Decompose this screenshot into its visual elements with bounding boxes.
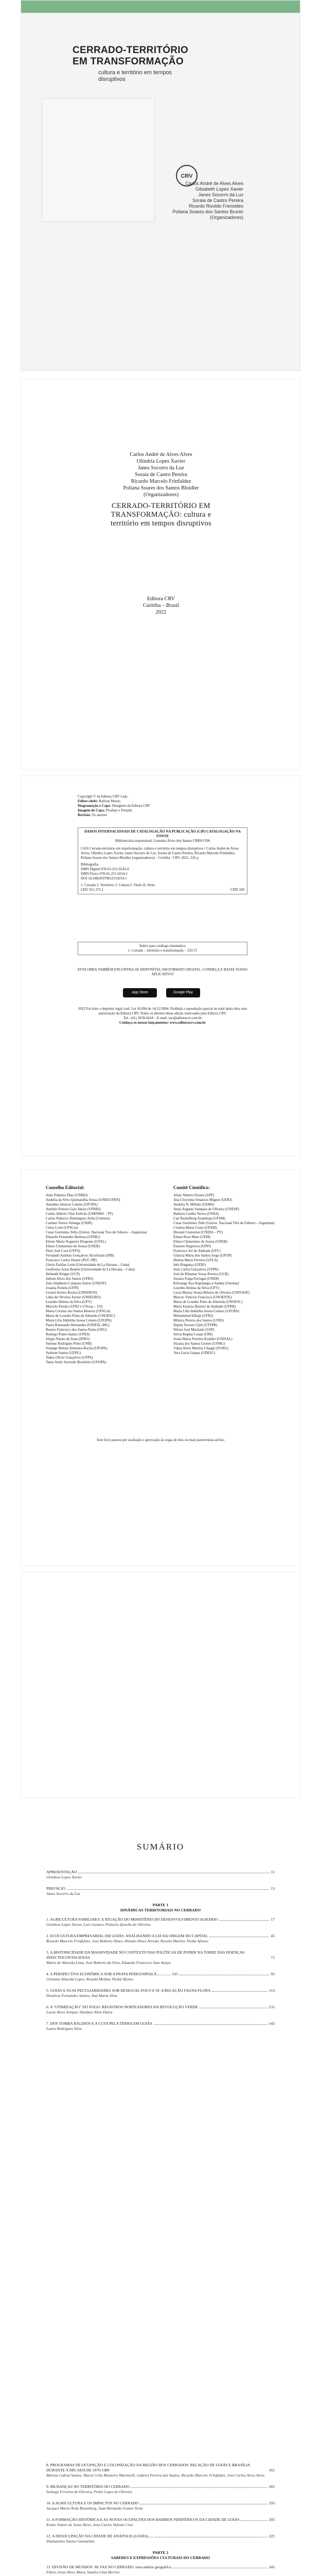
legal-notice: 2022 Foi feito o depósito legal conf. Lei 10.994 de 14/12/2004. Proibida a reprodução parcial ou total desta obra sem autorização da Editora CRV. Todos os direitos desta edição reservados pela Editora CRV. Tel.: (41) 3039-6418 – E-mail: sac@editoracrv.com.br Conheça os nossos lançamentos: www.editoracrv.com.br <box>78 1007 247 1025</box>
council-member: Anna Augusta Sampaio de Oliveira (UNESP) <box>173 1207 239 1211</box>
app-promo: ESTA OBRA TAMBÉM ENCONTRA-SE DISPONÍVEL EM FORMATO DIGITAL. CONHEÇA E BAIXE NOSSO APLICATIVO! <box>78 968 247 976</box>
toc-page-number: 45 <box>271 1934 275 1938</box>
toc-entry-line <box>46 1870 275 1875</box>
council-member: Simone Rodrigues Pinto (UNB) <box>46 1342 92 1346</box>
cip-box: DADOS INTERNACIONAIS DE CATALOGAÇÃO NA PUBLICAÇÃO (CIP) CATALOGAÇÃO NA FONTE Bibliotecária responsável: Luzenira Alves dos Santos CRB9/1506 C416 Cerrado-território em transformação: cultura e território em tempos disruptivos / Carlos André de Alves Alves, Olindria Lopes Xavier, Janes Socorro da Luz, Soraia de Castro Pereira, Ricardo Marcelo Frinfaldez, Poliana Soares dos Santos Bloidler (organizadores) – Curitiba : CRV, 2022. 326 p. Bibliografia ISBN Digital 978-65-251-0242-0 ISBN Físico 978-65-251-0254-1 DOI 10.24824/978652510254.1 1. Cerrado 2. Território 3. Cultura I. Título II. Série. CDU 911.375.1 CDD 330 <box>78 827 247 894</box>
council-member: José de Ribamar Sousa Pereira (UCB) <box>173 1272 229 1276</box>
toc-entry-line <box>46 1934 275 1939</box>
toc-page-number: 13 <box>271 1886 275 1891</box>
council-member: Elizeu Clementino de Souza (UNEB) <box>46 1244 100 1248</box>
book-cover <box>21 0 300 371</box>
council-member: Cati Reckelberg Azambuja (UFSM) <box>173 1216 225 1221</box>
council-member: Vera Lucia Gaspar (UDESC) <box>173 1351 216 1355</box>
toc-entry-line <box>46 2517 275 2522</box>
council-member: Helmuth Krüger (UCP) <box>46 1272 80 1276</box>
toc-page-number: 205 <box>269 2517 275 2522</box>
toc-entry-line <box>46 1917 275 1922</box>
council-member: Lourdes Helena da Silva (UFV) <box>46 1300 92 1304</box>
council-member: Élsio José Corá (UFFS) <box>46 1249 80 1253</box>
toc-entry-title: 11. A FORMAÇÃO HISTÓRICA E AS NOVAS OCUPAÇÕES DOS BAIRROS PERIFÉRICOS DA CIDADE DE GOIÁS <box>46 2517 240 2522</box>
toc-entry-author: Diamantino Santos Guimarães <box>46 2539 95 2544</box>
toc-entry[interactable] <box>46 2501 275 2511</box>
title-page <box>21 379 300 770</box>
toc-page-number: 17 <box>271 1917 275 1922</box>
toc-entry-title: 4. A PERSPECTIVA ECONÔMICA SOB A PRATA PERIGOSPIALÁ............... GO <box>46 1972 178 1976</box>
toc-entry-line <box>46 2463 275 2473</box>
council-member: Gloria Fariñas León (Universidade de La Havana – Cuba) <box>46 1263 130 1267</box>
council-member: Silvia Regina Canan (URI) <box>173 1332 213 1336</box>
cover-green-bar <box>21 1 300 13</box>
toc-page-number: 143 <box>269 2021 275 2026</box>
council-page <box>21 1170 300 1566</box>
council-member: Leonel Severo Rocha (UNISINOS) <box>46 1291 97 1295</box>
council-member: Solange Helena Ximenes-Rocha (UFOPA) <box>46 1346 108 1350</box>
council-member: Maria de Lourdes Pinto de Almeida (UNOESC) <box>173 1300 243 1304</box>
cover-image-frame <box>42 98 155 222</box>
council-member: Jailson Alves dos Santos (UFRJ) <box>46 1277 93 1281</box>
council-member: Antônio Pereira Gaio Júnior (UFRRJ) <box>46 1207 101 1211</box>
toc-entry[interactable] <box>46 2565 275 2575</box>
toc-part-heading: PARTE 1 DINÂMICAS TERRITORIAIS NO CERRADO <box>120 1903 201 1912</box>
title-page-authors: Carlos André de Alves Alves Olindria Lopes Xavier Janes Socorro da Luz Soraia de Castro Pereira Ricardo Marcelo Frinfaldez Poliana Soares dos Santos Bloidler (Organizadores) <box>123 452 199 498</box>
toc-entry[interactable] <box>46 2534 275 2544</box>
council-member: Tania Suely Azevedo Brasileiro (UFOPA) <box>46 1360 106 1364</box>
toc-dot-leader <box>154 2024 268 2025</box>
council-member: Maria Eurácia Barreto de Andrade (UFRB) <box>173 1304 236 1309</box>
toc-entry-author: Ricardo Marcelo Frinfaldez, José Roberto Hines, Hinnan Hines Arruda, Rossini Martins Thobá Afonso <box>46 1939 208 1943</box>
blank-page <box>21 1571 300 1798</box>
toc-page-number: 93 <box>271 1972 275 1976</box>
toc-entry-title: PREFÁCIO <box>46 1886 65 1891</box>
council-member: Rodrigo Pratte-Santos (UFES) <box>46 1332 90 1336</box>
toc-entry-title: 2. ECOCULTURA EMPRESARIAL EM GOIÁS: ANÁLISANDO A LEI DA ORIGEM DO CAPITAL <box>46 1934 208 1938</box>
toc-list-2 <box>46 2463 275 2576</box>
toc-entry-title: 3. A HISTORICIDADE DA MASSIVIDADE NO CONTEXTO DAS POLÍTICAS DE PODER NA TORRE DAS DOENÇAS INFECTOCONTAGIOSAS <box>46 1950 245 1960</box>
toc-dot-leader <box>67 1889 270 1890</box>
council-member: Maria Cristina dos Santos Bezerra (UFSCar) <box>46 1309 111 1313</box>
toc-page-number: 193 <box>269 2501 275 2505</box>
toc-entry-author: Solange Ferreira de Oliveira, Pedro Lopes de Oliveira <box>46 2489 132 2494</box>
toc-entry-line <box>46 1886 275 1891</box>
council-member: Carlos Alberto Vilar Estêvão (UMINHO – PT) <box>46 1212 113 1216</box>
toc-entry-author: Gleidson Lopes Xavier <box>46 1875 82 1879</box>
council-member: Josania Portela (UFPI) <box>46 1286 79 1290</box>
toc-entry-author: Gisleane Almeida Lopes, Ronald Medina Thobá Afonso <box>46 1977 134 1981</box>
toc-entry-line <box>46 1972 275 1977</box>
council-member: Carmen Tereza Velanga (UNIR) <box>46 1221 93 1225</box>
council-member: Maria de Lourdes Pinto de Almeida (UNOESC) <box>46 1314 115 1318</box>
index-box: Índice para catálogo sistemático 1. Cerrado – território e transformação – 333.72 <box>78 942 247 955</box>
title-page-publisher: Editora CRV Curitiba – Brasil 2022 <box>143 596 179 615</box>
toc-entry-title: 9. MUDANÇAS NO TERRITÓRIO DO CERRADO <box>46 2484 130 2489</box>
council-member: Cristina Maria Costa (UFAM) <box>173 1226 217 1230</box>
toc-dot-leader <box>131 2487 268 2488</box>
summary-page-1 <box>21 1816 300 2434</box>
council-member: Marcos Vinicius Francisco (UNOESTE) <box>173 1295 232 1299</box>
council-member: Fauston Negreiros (UFPI) <box>173 1244 211 1248</box>
toc-entry-line <box>46 2534 275 2539</box>
toc-entry-line <box>46 1988 275 1993</box>
council-member: Francisco Ari de Andrade (UFC) <box>173 1249 221 1253</box>
council-member: Maria Lília Imbiriba Sousa Colares (UFOPA) <box>46 1318 112 1323</box>
council-member: Cesar Gerónimo Tello (Univer. Nacional Três de Febrero – Argentina) <box>173 1221 275 1225</box>
toc-entry[interactable] <box>46 2021 275 2031</box>
toc-page-number: 113 <box>269 1988 275 1993</box>
toc-page-number: 11 <box>271 1870 275 1874</box>
toc-entry-line <box>46 2005 275 2010</box>
title-page-title: CERRADO-TERRITÓRIO EM TRANSFORMAÇÃO: cultura e território em tempos disruptivos <box>110 502 212 528</box>
council-member: Tadeu Oliver Gonçalves (UFPA) <box>46 1355 93 1360</box>
summary-page-2 <box>21 2442 300 2576</box>
peer-review-note: Este livro passou por avaliação e aprovação às cegas de dois ou mais pareceristas ad hoc. <box>97 1438 225 1442</box>
toc-entry-author: Janes Socorro da Luz <box>46 1891 80 1896</box>
toc-entry[interactable] <box>46 2484 275 2495</box>
toc-entry-author: Denilson Fernandes Santos, Ana Maria Silva <box>46 1993 117 1998</box>
council-member: Jussara Fraga Portugal (UNEB) <box>173 1277 219 1281</box>
council-member: Suzana dos Santos Gomes (UFMG) <box>173 1342 225 1346</box>
toc-entry-title: APRESENTAÇÃO <box>46 1870 77 1874</box>
cover-title: CERRADO-TERRITÓRIO EM TRANSFORMAÇÃO <box>73 45 188 67</box>
toc-entry-title: 13. DIVISÃO DE MUNDOS: SE FAZ NO CERRADO: uma análise geográfica <box>46 2565 172 2569</box>
council-member: Aldo Pinheiro Dias (UFRRJ) <box>46 1193 88 1197</box>
council-member: Marcelo Paixão (UFRJ e UTexas – US) <box>46 1304 103 1309</box>
council-member: Maria Lília Imbiriba Sousa Colares (UFOPA) <box>173 1309 239 1313</box>
cover-subtitle: cultura e território em tempos disruptivos <box>98 70 172 82</box>
toc-entry[interactable] <box>46 1988 275 1998</box>
toc-entry[interactable] <box>46 2517 275 2528</box>
council-member: Sérgio Nunes de Jesus (IFRO) <box>46 1337 90 1341</box>
council-member: Jean Carlos Gonçalves (UFPR) <box>173 1267 219 1272</box>
toc-entry[interactable] <box>46 1972 275 1982</box>
toc-entry[interactable] <box>46 2463 275 2478</box>
council-member: Eliane Rose Maio (UEM) <box>173 1235 211 1239</box>
council-member: Nilson José Machado (USP) <box>173 1328 215 1332</box>
council-member: Eduardo Fernandes Barbosa (UFMG) <box>46 1235 100 1239</box>
toc-entry-author: Laura Rodrigues Silva <box>46 2026 82 2031</box>
toc-list-1 <box>46 1870 275 2038</box>
council-member: Altair Alberto Fávero (UPF) <box>173 1193 215 1197</box>
app-store-badge[interactable]: App Store <box>123 988 157 997</box>
toc-entry-author: Maíra de Almeida Lima, José Roberto da Silva, Eduardo Francisco Sam Anaya <box>46 1960 171 1965</box>
toc-entry-author: Gleidson Lopes Xavier, Luis Gustavo Pinheiro Zanella de Oliveira <box>46 1922 151 1927</box>
toc-entry-line <box>46 2484 275 2489</box>
toc-dot-leader <box>241 2520 267 2521</box>
council-member: Fernando Antônio Gonçalves Alcoforado (IPB) <box>46 1253 114 1258</box>
council-member: Mônica Pereira dos Santos (UFRJ) <box>173 1318 224 1323</box>
toc-entry[interactable] <box>46 1870 275 1880</box>
toc-page-number: 225 <box>269 2534 275 2538</box>
council-member: Najela Tavares Ujiie (UTFPR) <box>173 1323 218 1327</box>
council-member: Mohammed Elhajji (UFRJ) <box>173 1314 213 1318</box>
toc-entry-line <box>46 2501 275 2506</box>
toc-entry-author: Lucas Alves Sempar, Sthefany Aline Dutra <box>46 2010 113 2014</box>
toc-page-number: 245 <box>269 2565 275 2569</box>
toc-entry-author: Evane Soares de Jesus Alves, Jean Carlos Valente Cruz <box>46 2522 133 2527</box>
council-member: Andréia N. Militão (UEMS) <box>173 1202 215 1207</box>
cover-authors: Carlos André de Alves Alves Gilsabeth Lopes Xavier Janes Socorro da Luz Soraia de Castro Pereira Ricardo Rivoldo Frenoldes Poliana Soares dos Santos Brunto (Organizadores) <box>172 181 243 220</box>
editorial-council: Conselho Editorial: Aldo Pinheiro Dias (UFRRJ) Andréia da Silva Quintanilha Sousa (UNIR/UFRN) Anselmo Alencar Colares (UFOPA) Antônio Pereira Gaio Júnior (UFRRJ) Carlos Alberto Vilar Estêvão (UMINHO – PT) Carlos Federico Dominguez Avila (Unieuro) Carmen Tereza Velanga (UNIR) Celso Conti (UFSCar) Cesar Gerónimo Tello (Univer. Nacional Tres de Febrero – Argentina) Eduardo Fernandes Barbosa (UFMG) Elione Maria Nogueira Diogenes (UFAL) Elizeu Clementino de Souza (UNEB) Élsio José Corá (UFFS) Fernando Antônio Gonçalves Alcoforado (IPB) Francisco Carlos Duarte (PUC-PR) Gloria Fariñas León (Universidade de La Havana – Cuba) Guillermo Arias Beatón (Universidade de La Havana – Cuba) Helmuth Krüger (UCP) Jailson Alves dos Santos (UFRJ) João Adalberto Campato Junior (UNESP) Josania Portela (UFPI) Leonel Severo Rocha (UNISINOS) Lídia de Oliveira Xavier (UNIEURO) Lourdes Helena da Silva (UFV) Marcelo Paixão (UFRJ e UTexas – US) Maria Cristina dos Santos Bezerra (UFSCar) Maria de Lourdes Pinto de Almeida (UNOESC) Maria Lília Imbiriba Sousa Colares (UFOPA) Paulo Romualdo Hernandes (UNIFAL-MG) Renato Francisco dos Santos Paula (UFG) Rodrigo Pratte-Santos (UFES) Sérgio Nunes de Jesus (IFRO) Simone Rodrigues Pinto (UNB) Solange Helena Ximenes-Rocha (UFOPA) Sydione Santos (UEPG) Tadeu Oliver Gonçalves (UFPA) Tania Suely Azevedo Brasileiro (UFOPA) <box>46 1185 149 1365</box>
scientific-committee: Comitê Científico: Altair Alberto Fávero (UPF) Ana Chrystina Venancio Mignot (UERJ) Andréia N. Militão (UEMS) Anna Augusta Sampaio de Oliveira (UNESP) Barbara Coelho Neves (UFBA) Cati Reckelberg Azambuja (UFSM) Cesar Gerónimo Tello (Univer. Nacional Três de Febrero – Argentina) Cristina Maria Costa (UFAM) Diosnel Centurion (UNIDA – PY) Eliane Rose Maio (UEM) Elizeu Clementino de Souza (UNEB) Fauston Negreiros (UFPI) Francisco Ari de Andrade (UFC) Gláucia Maria dos Santos Jorge (UFOP) Helena Maria Ferreira (UFLA) Inês Bragança (UERJ) Jean Carlos Gonçalves (UFPR) José de Ribamar Sousa Pereira (UCB) Jussara Fraga Portugal (UNEB) Kilwangy Kya Kapitango-a-Samba (Unemat) Lourdes Helena da Silva (UFV) Lucia Marisy Souza Ribeiro de Oliveira (UNIVASF) Marcos Vinicius Francisco (UNOESTE) Maria de Lourdes Pinto de Almeida (UNOESC) Maria Eurácia Barreto de Andrade (UFRB) Maria Lília Imbiriba Sousa Colares (UFOPA) Mohammed Elhajji (UFRJ) Mônica Pereira dos Santos (UFRJ) Najela Tavares Ujiie (UTFPR) Nilson José Machado (USP) Silvia Regina Canan (URI) Sonia Maria Ferreira Koehler (UNISAL) Suzana dos Santos Gomes (UFMG) Vânia Alves Martins Chaigar (FURG) Vera Lucia Gaspar (UDESC) <box>173 1185 276 1355</box>
toc-dot-leader <box>212 1991 268 1992</box>
svg-text:CRV: CRV <box>181 173 193 179</box>
copyright-page <box>21 775 300 1157</box>
toc-entry[interactable] <box>46 1950 275 1965</box>
council-member: Renato Francisco dos Santos Paula (UFG) <box>46 1328 107 1332</box>
council-member: Lourdes Helena da Silva (UFV) <box>173 1286 220 1290</box>
council-member: Guillermo Arias Beatón (Universidade de La Havana – Cuba) <box>46 1267 135 1272</box>
toc-entry[interactable] <box>46 1917 275 1927</box>
toc-entry-title: 1. AGRICULTURA FAMILIAR E A ATUAÇÃO DO MINISTÉRIO DO DESENVOLVIMENTO AGRÁRIO <box>46 1917 218 1922</box>
council-member: Francisco Carlos Duarte (PUC-PR) <box>46 1258 97 1262</box>
council-member: Kilwangy Kya Kapitango-a-Samba (Unemat) <box>173 1281 239 1285</box>
toc-entry[interactable] <box>46 2005 275 2015</box>
toc-dot-leader <box>219 1920 269 1921</box>
toc-entry-author: Flávio Jesus Alves Mara, Sandra Lima Berrini <box>46 2570 120 2574</box>
council-member: Carlos Federico Dominguez Avila (Unieuro) <box>46 1216 110 1221</box>
council-member: Elizeu Clementino de Souza (UNEB) <box>173 1240 227 1244</box>
toc-entry-line <box>46 1950 275 1960</box>
toc-entry-author: Jacques Maria Ávila Rosenberg, Juan Bernardo Gomes Ávila <box>46 2506 143 2511</box>
toc-entry-title: 10. A AGRICULTURA E OS IMPACTOS NO CERRADO <box>46 2501 139 2505</box>
toc-page-number: 131 <box>269 2005 275 2009</box>
council-member: Cesar Gerónimo Tello (Univer. Nacional Tres de Febrero – Argentina) <box>46 1230 147 1234</box>
toc-entry-line <box>46 2021 275 2026</box>
council-member: Diosnel Centurion (UNIDA – PY) <box>173 1230 223 1234</box>
credits-block: Copyright © da Editora CRV Ltda. Editor-chefe: Railson Moura Diagramação e Capa: Designers da Editora CRV Imagem de Capa: Pixabay e Freepik Revisão: Os autores <box>78 794 150 817</box>
toc-entry-title: 8. PROGRAMAS DE OCUPAÇÃO E COLONIZAÇÃO DA REGIÃO DOS CERRADOS: RELAÇÃO DE GOIÁS E BRASÍLIA DURANTE A DÉCADA DE 1970-1980 <box>46 2463 250 2472</box>
council-member: Inês Bragança (UERJ) <box>173 1263 206 1267</box>
council-member: Sydione Santos (UEPG) <box>46 1351 81 1355</box>
google-play-badge[interactable]: Google Play <box>166 988 200 997</box>
toc-page-number: 165 <box>269 2468 275 2472</box>
council-member: Barbara Coelho Neves (UFBA) <box>173 1212 219 1216</box>
toc-entry-line <box>46 2565 275 2570</box>
council-member: Anselmo Alencar Colares (UFOPA) <box>46 1202 98 1207</box>
council-member: Elione Maria Nogueira Diogenes (UFAL) <box>46 1240 106 1244</box>
council-member: Vânia Alves Martins Chaigar (FURG) <box>173 1346 228 1350</box>
council-member: Ana Chrystina Venancio Mignot (UERJ) <box>173 1198 232 1202</box>
toc-entry-author: Marina Cabral Santos, Maria Celia Monteiro Martinelli, Gabriel Pereira dos Santos, Ricardo Marcelo Frinfaldez, José Carlos Alves Alves <box>46 2473 265 2478</box>
council-member: Sonia Maria Ferreira Koehler (UNISAL) <box>173 1337 233 1341</box>
toc-part-heading: PARTE 2 SABERES E EXPRESSÕES CULTURAIS DO CERRADO <box>111 2550 210 2560</box>
toc-page-number: 71 <box>271 1955 275 1960</box>
council-member: Andréia da Silva Quintanilha Sousa (UNIR/UFRN) <box>46 1198 120 1202</box>
council-member: João Adalberto Campato Junior (UNESP) <box>46 1281 106 1285</box>
toc-entry[interactable] <box>46 1886 275 1896</box>
toc-entry-title: 6. A "OTIMIZAÇÃO" DO FOGO: REGISTROS NORTEADORES DA REVOLUÇÃO VERDE <box>46 2005 198 2009</box>
toc-entry-title: 5. GOIÁS E SUAS PECULIARIDADES SOB DESIGUAL FOCO E SI: A RELAÇÃO FAUNA FLORA <box>46 1988 211 1993</box>
council-member: Gláucia Maria dos Santos Jorge (UFOP) <box>173 1253 232 1258</box>
council-member: Celso Conti (UFSCar) <box>46 1226 78 1230</box>
toc-entry[interactable] <box>46 1934 275 1944</box>
toc-entry-title: 12. A DESOCUPAÇÃO NA CIDADE DE ANÁPOLIS (GOIÁS)...... <box>46 2534 154 2538</box>
summary-title: SUMÁRIO <box>136 1842 185 1852</box>
council-member: Lucia Marisy Souza Ribeiro de Oliveira (UNIVASF) <box>173 1291 250 1295</box>
toc-entry-title: 7. DOS TOMBA BALDIOS E A LUTA PELA TERRA EM GOIÁS <box>46 2021 152 2026</box>
toc-page-number: 181 <box>269 2484 275 2489</box>
council-member: Helena Maria Ferreira (UFLA) <box>173 1258 218 1262</box>
council-member: Paulo Romualdo Hernandes (UNIFAL-MG) <box>46 1323 110 1327</box>
council-member: Lídia de Oliveira Xavier (UNIEURO) <box>46 1295 101 1299</box>
